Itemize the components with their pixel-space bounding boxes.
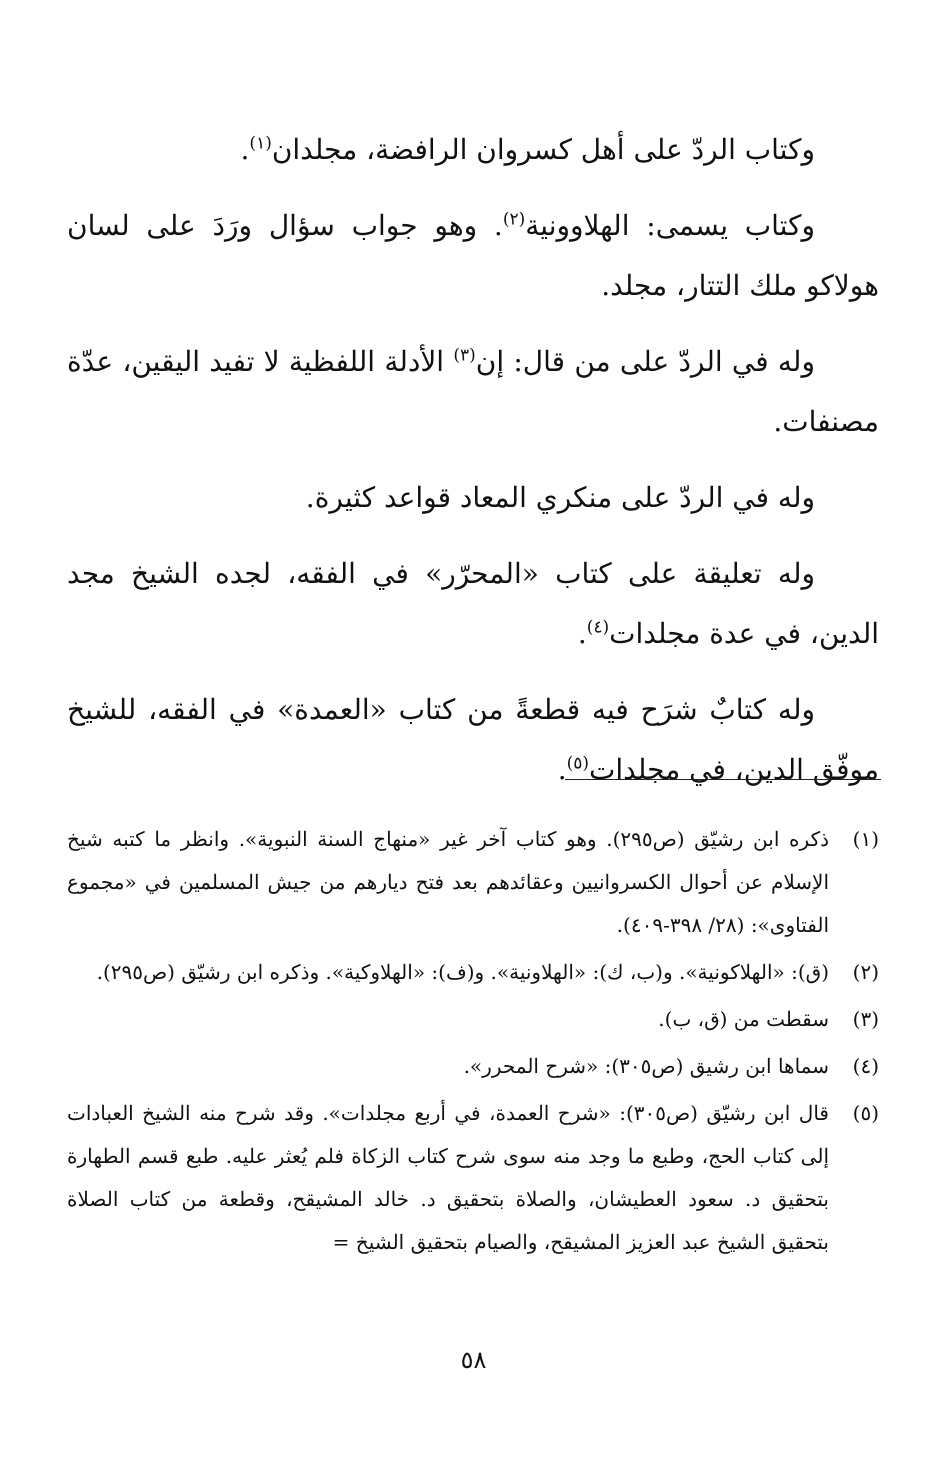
paragraph-text: .: [557, 753, 567, 786]
footnote-number: (٣): [852, 1007, 879, 1031]
footnote-text: سقطت من (ق، ب).: [658, 1007, 829, 1031]
footnote-reference[interactable]: (١): [249, 133, 272, 154]
paragraph-text: وكتاب يسمى: الهلاوونية: [525, 209, 815, 242]
footnote-text: (ق): «الهلاكونية». و(ب، ك): «الهلاونية». و(ف): «الهلاوكية». وذكره ابن رشيّق (ص٢٩٥).: [96, 960, 829, 984]
footnote-text: سماها ابن رشيق (ص٣٠٥): «شرح المحرر».: [463, 1054, 829, 1078]
paragraph-text: الأدلة اللفظية لا تفيد اليقين، عدّة مصنفات.: [67, 345, 879, 438]
paragraph-4: [67, 468, 879, 528]
footnote-reference[interactable]: (٢): [502, 209, 526, 230]
paragraph-text: وكتاب الردّ على أهل كسروان الرافضة، مجلدان: [271, 133, 815, 166]
paragraph-6: [67, 680, 879, 800]
footnote-5: [67, 1092, 879, 1264]
paragraph-text: وله كتابٌ شرَح فيه قطعةً من كتاب «العمدة» في الفقه، للشيخ موفّق الدين، في مجلدات: [67, 693, 879, 786]
footnote-1: [67, 818, 879, 947]
footnote-4: [67, 1045, 879, 1088]
footnote-text: ذكره ابن رشيّق (ص٢٩٥). وهو كتاب آخر غير «منهاج السنة النبوية». وانظر ما كتبه شيخ الإسلام عن أحوال الكسروانيين وعقائدهم بعد فتح ديارهم من جيش المسلمين في «مجموع الفتاوى»: (٢٨/ ٣٩٨-٤٠٩).: [67, 827, 829, 937]
footnote-2: [67, 951, 879, 994]
paragraph-1: [67, 120, 879, 180]
paragraph-text: .: [577, 617, 587, 650]
footnote-3: [67, 998, 879, 1041]
paragraph-2: [67, 196, 879, 316]
paragraph-text: وله في الردّ على من قال: إن: [475, 345, 815, 378]
footnote-number: (٤): [852, 1054, 879, 1078]
paragraph-text: .: [240, 133, 250, 166]
main-text: [67, 120, 879, 816]
footnote-separator: [565, 779, 881, 780]
paragraph-5: [67, 544, 879, 664]
paragraph-3: [67, 332, 879, 452]
footnote-text: قال ابن رشيّق (ص٣٠٥): «شرح العمدة، في أربع مجلدات». وقد شرح منه الشيخ العبادات إلى كتاب الحج، وطبع ما وجد منه سوى شرح كتاب الزكاة فلم يُعثر عليه. طبع قسم الطهارة بتحقيق د. سعود العطيشان، والصلاة بتحقيق د. خالد المشيقح، وقطعة من كتاب الصلاة بتحقيق الشيخ عبد العزيز المشيقح، والصيام بتحقيق الشيخ =: [67, 1101, 829, 1254]
footnote-reference[interactable]: (٣): [453, 345, 476, 366]
paragraph-text: وله تعليقة على كتاب «المحرّر» في الفقه، لجده الشيخ مجد الدين، في عدة مجلدات: [67, 557, 879, 650]
footnote-reference[interactable]: (٥): [566, 753, 590, 774]
footnote-reference[interactable]: (٤): [586, 617, 610, 638]
paragraph-text: وله في الردّ على منكري المعاد قواعد كثيرة.: [305, 481, 815, 514]
footnotes: [67, 818, 879, 1268]
page-number: ٥٨: [460, 1346, 487, 1374]
footnote-number: (٥): [852, 1101, 879, 1125]
footnote-number: (٢): [852, 960, 879, 984]
paragraph-text: . وهو جواب سؤال ورَدَ على لسان هولاكو ملك التتار، مجلد.: [67, 209, 879, 302]
footnote-number: (١): [852, 827, 879, 851]
